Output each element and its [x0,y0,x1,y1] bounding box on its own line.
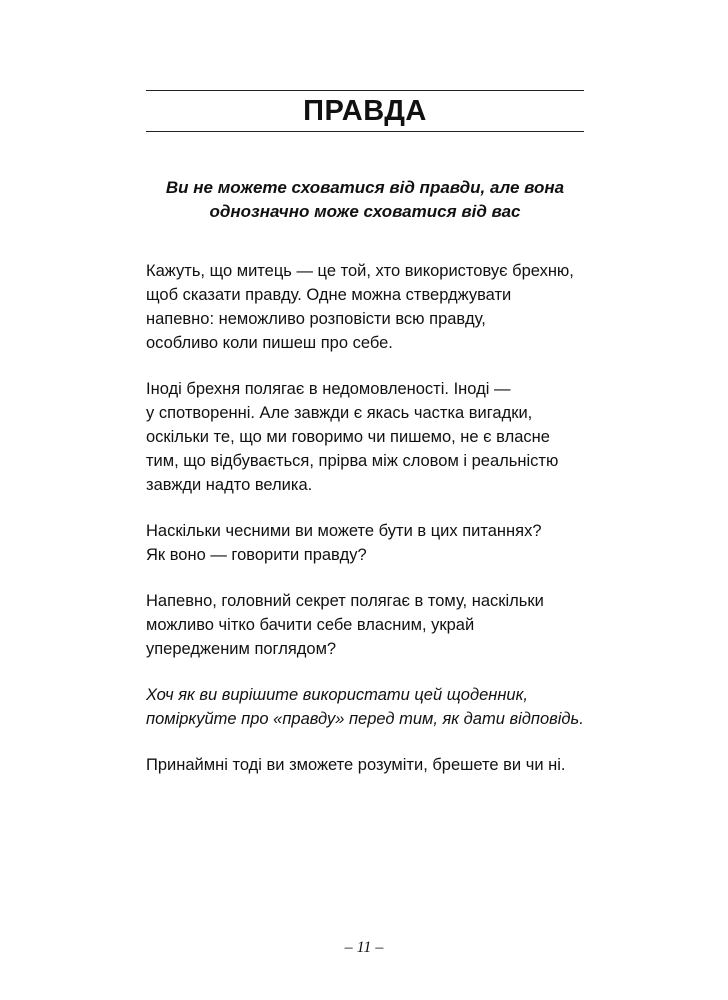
text-line: Хоч як ви вирішите використати цей щоденник, [146,686,528,704]
paragraph-instruction [146,683,584,731]
text-line: Напевно, головний секрет полягає в тому, наскільки [146,592,544,610]
epigraph-line: Ви не можете сховатися від правди, але вона [165,178,565,197]
text-line: особливо коли пишеш про себе. [146,334,393,352]
text-line: можливо чітко бачити себе власним, украй [146,616,475,634]
epigraph [146,176,584,224]
text-line: тим, що відбувається, прірва між словом і реальністю [146,452,559,470]
title-bottom-rule [146,131,584,132]
text-line: Кажуть, що митець — це той, хто використовує брехню, [146,262,574,280]
paragraph-artist-lie [146,259,584,355]
text-line: щоб сказати правду. Одне можна стверджувати [146,286,512,304]
page-number: – 11 – [344,939,384,956]
paragraph-honesty-question [146,519,584,567]
text-line: оскільки те, що ми говоримо чи пишемо, не є власне [146,428,550,446]
body-text [146,259,584,799]
paragraph-omission [146,377,584,497]
page-title: ПРАВДА [303,95,427,127]
text-line: напевно: неможливо розповісти всю правду, [146,310,486,328]
paragraph-conclusion [146,753,584,777]
text-line: завжди надто велика. [146,476,313,494]
text-line: Наскільки чесними ви можете бути в цих питаннях? [146,522,542,540]
text-line: Іноді брехня полягає в недомовленості. Іноді — [146,380,511,398]
title-top-rule [146,90,584,91]
text-line: упередженим поглядом? [146,640,337,658]
text-line: Принаймні тоді ви зможете розуміти, брешете ви чи ні. [146,756,566,774]
text-line: Як воно — говорити правду? [146,546,367,564]
paragraph-main-secret [146,589,584,661]
epigraph-line: однозначно може сховатися від вас [209,202,521,221]
text-line: поміркуйте про «правду» перед тим, як дати відповідь. [146,710,584,728]
text-line: у спотворенні. Але завжди є якась частка вигадки, [146,404,533,422]
